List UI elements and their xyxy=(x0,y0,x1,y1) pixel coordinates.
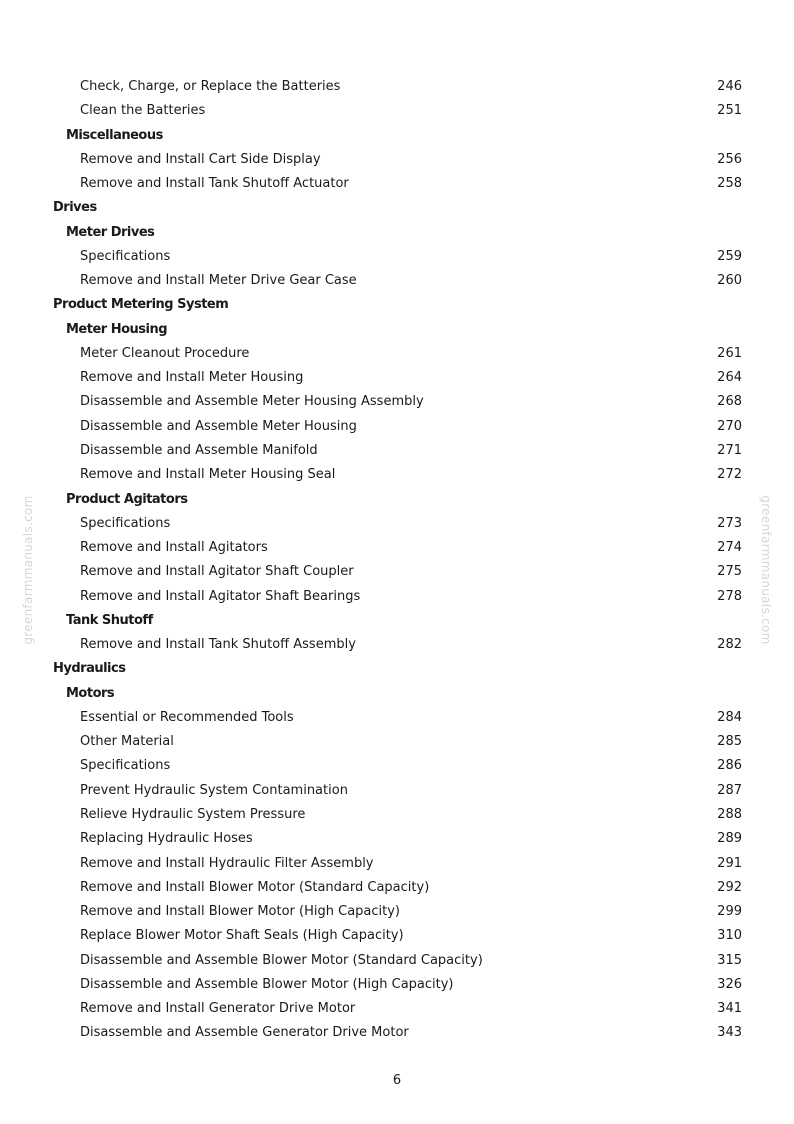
toc-title: Remove and Install Agitator Shaft Bearings xyxy=(80,588,361,604)
toc-page-number: 292 xyxy=(717,879,742,895)
toc-title: Remove and Install Blower Motor (Standard Capacity) xyxy=(80,879,430,895)
toc-title: Remove and Install Tank Shutoff Actuator xyxy=(80,176,349,192)
toc-page-number: 326 xyxy=(717,976,742,992)
toc-title: Motors xyxy=(66,685,115,701)
toc-entry[interactable] xyxy=(0,366,794,390)
toc-page-number: 299 xyxy=(717,904,742,920)
toc-section xyxy=(0,221,794,245)
toc-section xyxy=(0,124,794,148)
toc-entry[interactable] xyxy=(0,390,794,414)
toc-title: Specifications xyxy=(80,758,171,774)
toc-entry[interactable] xyxy=(0,852,794,876)
toc-title: Remove and Install Generator Drive Motor xyxy=(80,1001,356,1017)
toc-page-number: 264 xyxy=(717,370,742,386)
toc-page-number: 271 xyxy=(717,442,742,458)
toc-page-number: 272 xyxy=(717,467,742,483)
toc-page-number: 343 xyxy=(717,1025,742,1041)
toc-entry[interactable] xyxy=(0,463,794,487)
watermark-right: greenfarmmanuals.com xyxy=(759,495,773,645)
toc-entry[interactable] xyxy=(0,924,794,948)
toc-title: Disassemble and Assemble Manifold xyxy=(80,442,318,458)
toc-section xyxy=(0,682,794,706)
toc-title: Remove and Install Blower Motor (High Capacity) xyxy=(80,904,400,920)
toc-entry[interactable] xyxy=(0,1021,794,1045)
toc-title: Remove and Install Hydraulic Filter Assembly xyxy=(80,855,374,871)
toc-page-number: 256 xyxy=(717,151,742,167)
toc-entry[interactable] xyxy=(0,779,794,803)
toc-page-number: 284 xyxy=(717,709,742,725)
toc-entry[interactable] xyxy=(0,269,794,293)
toc-entry[interactable] xyxy=(0,876,794,900)
toc-entry[interactable] xyxy=(0,585,794,609)
toc-entry[interactable] xyxy=(0,148,794,172)
toc-title: Disassemble and Assemble Generator Drive Motor xyxy=(80,1025,409,1041)
toc-title: Hydraulics xyxy=(53,661,126,677)
toc-title: Meter Housing xyxy=(66,321,168,337)
toc-page-number: 259 xyxy=(717,248,742,264)
toc-entry[interactable] xyxy=(0,415,794,439)
toc-page-number: 246 xyxy=(717,79,742,94)
toc-page-number: 268 xyxy=(717,394,742,410)
toc-page-number: 275 xyxy=(717,564,742,580)
watermark-left: greenfarmmanuals.com xyxy=(21,495,35,645)
toc-page-number: 274 xyxy=(717,540,742,556)
toc-entry[interactable] xyxy=(0,827,794,851)
toc-title: Disassemble and Assemble Meter Housing xyxy=(80,418,357,434)
table-of-contents xyxy=(0,75,794,1046)
toc-title: Remove and Install Meter Drive Gear Case xyxy=(80,273,357,289)
toc-title: Remove and Install Tank Shutoff Assembly xyxy=(80,637,356,653)
toc-page-number: 341 xyxy=(717,1001,742,1017)
toc-chapter xyxy=(0,657,794,681)
toc-page-number: 310 xyxy=(717,928,742,944)
toc-title: Product Metering System xyxy=(53,297,229,313)
toc-title: Miscellaneous xyxy=(66,127,163,143)
toc-page-number: 289 xyxy=(717,831,742,847)
toc-entry[interactable] xyxy=(0,75,794,99)
toc-entry[interactable] xyxy=(0,754,794,778)
page-number: 6 xyxy=(392,1073,402,1088)
toc-page-number: 286 xyxy=(717,758,742,774)
toc-section xyxy=(0,609,794,633)
toc-title: Remove and Install Cart Side Display xyxy=(80,151,321,167)
toc-page-number: 270 xyxy=(717,418,742,434)
toc-entry[interactable] xyxy=(0,997,794,1021)
toc-entry[interactable] xyxy=(0,803,794,827)
toc-entry[interactable] xyxy=(0,560,794,584)
toc-title: Relieve Hydraulic System Pressure xyxy=(80,806,306,822)
toc-title: Replacing Hydraulic Hoses xyxy=(80,831,253,847)
toc-title: Product Agitators xyxy=(66,491,188,507)
toc-entry[interactable] xyxy=(0,512,794,536)
toc-title: Tank Shutoff xyxy=(66,612,153,628)
toc-page-number: 278 xyxy=(717,588,742,604)
toc-section xyxy=(0,488,794,512)
toc-chapter xyxy=(0,293,794,317)
toc-entry[interactable] xyxy=(0,949,794,973)
toc-entry[interactable] xyxy=(0,973,794,997)
toc-page-number: 260 xyxy=(717,273,742,289)
toc-page-number: 287 xyxy=(717,782,742,798)
toc-page-number: 288 xyxy=(717,806,742,822)
toc-entry[interactable] xyxy=(0,172,794,196)
toc-page-number: 315 xyxy=(717,952,742,968)
toc-entry[interactable] xyxy=(0,900,794,924)
toc-entry[interactable] xyxy=(0,706,794,730)
toc-title: Drives xyxy=(53,200,97,216)
toc-title: Specifications xyxy=(80,248,171,264)
toc-entry[interactable] xyxy=(0,730,794,754)
toc-title: Check, Charge, or Replace the Batteries xyxy=(80,79,341,94)
toc-title: Prevent Hydraulic System Contamination xyxy=(80,782,348,798)
toc-entry[interactable] xyxy=(0,536,794,560)
toc-title: Other Material xyxy=(80,734,174,750)
toc-title: Remove and Install Agitator Shaft Coupler xyxy=(80,564,354,580)
toc-section xyxy=(0,318,794,342)
toc-page-number: 258 xyxy=(717,176,742,192)
toc-title: Disassemble and Assemble Meter Housing Assembly xyxy=(80,394,424,410)
toc-entry[interactable] xyxy=(0,99,794,123)
toc-entry[interactable] xyxy=(0,245,794,269)
toc-title: Remove and Install Meter Housing Seal xyxy=(80,467,336,483)
toc-page-number: 291 xyxy=(717,855,742,871)
toc-page-number: 261 xyxy=(717,345,742,361)
toc-title: Remove and Install Meter Housing xyxy=(80,370,304,386)
toc-page-number: 273 xyxy=(717,515,742,531)
toc-title: Specifications xyxy=(80,515,171,531)
toc-title: Disassemble and Assemble Blower Motor (High Capacity) xyxy=(80,976,454,992)
toc-title: Replace Blower Motor Shaft Seals (High Capacity) xyxy=(80,928,404,944)
toc-entry[interactable] xyxy=(0,342,794,366)
toc-page-number: 282 xyxy=(717,637,742,653)
toc-title: Meter Cleanout Procedure xyxy=(80,345,250,361)
toc-entry[interactable] xyxy=(0,633,794,657)
toc-chapter xyxy=(0,196,794,220)
toc-title: Disassemble and Assemble Blower Motor (Standard Capacity) xyxy=(80,952,483,968)
toc-title: Meter Drives xyxy=(66,224,155,240)
toc-title: Essential or Recommended Tools xyxy=(80,709,294,725)
toc-title: Clean the Batteries xyxy=(80,103,206,119)
toc-page-number: 251 xyxy=(717,103,742,119)
toc-page-number: 285 xyxy=(717,734,742,750)
toc-title: Remove and Install Agitators xyxy=(80,540,268,556)
toc-entry[interactable] xyxy=(0,439,794,463)
